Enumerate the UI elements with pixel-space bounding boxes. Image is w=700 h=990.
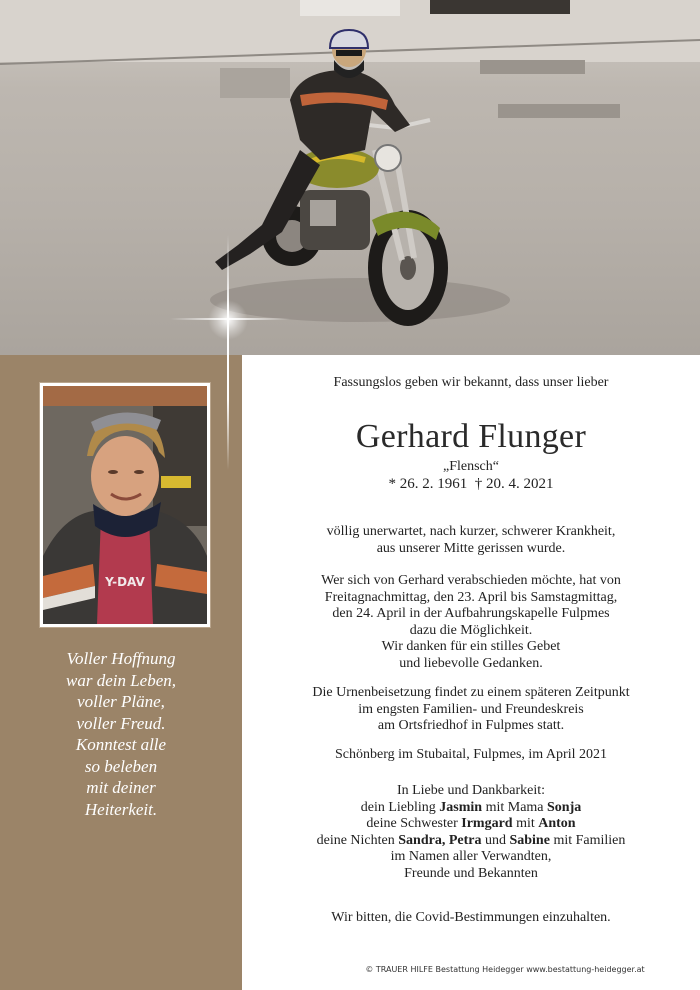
road-patch bbox=[220, 68, 290, 98]
text-line: Freitagnachmittag, den 23. April bis Samstagmittag, bbox=[324, 589, 618, 605]
manhole-cover bbox=[498, 104, 620, 118]
text-fragment: mit bbox=[512, 816, 539, 831]
birth-date: * 26. 2. 1961 bbox=[388, 476, 468, 492]
text-line: Die Urnenbeisetzung findet zu einem späteren Zeitpunkt bbox=[312, 685, 630, 700]
cross-glow bbox=[208, 300, 248, 340]
mourner-name: Sandra, Petra bbox=[398, 832, 482, 848]
manhole-cover bbox=[480, 60, 585, 74]
text-line: aus unserer Mitte gerissen wurde. bbox=[376, 540, 566, 556]
mourner-name: Anton bbox=[538, 816, 576, 831]
text-fragment: mit Mama bbox=[482, 799, 548, 815]
text-fragment: und bbox=[481, 832, 510, 848]
text-line: dazu die Möglichkeit. bbox=[409, 622, 533, 638]
footer-credit: © TRAUER HILFE Bestattung Heidegger www.bestattung-heidegger.at bbox=[365, 965, 645, 974]
yellow-object bbox=[161, 476, 191, 488]
mourner-line bbox=[242, 800, 700, 817]
text-line: Schönberg im Stubaital, Fulpmes, im April 2021 bbox=[335, 747, 607, 762]
intro-text: Fassungslos geben wir bekannt, dass unser lieber bbox=[333, 375, 609, 390]
helmet bbox=[330, 30, 368, 48]
text-fragment: deine Nichten bbox=[316, 832, 399, 848]
paragraph-1 bbox=[242, 524, 700, 557]
poem-line: war dein Leben, bbox=[65, 670, 177, 690]
awning bbox=[43, 386, 207, 406]
mourner-name: Sabine bbox=[509, 832, 550, 848]
text-line: Wir bitten, die Covid-Bestimmungen einzuhalten. bbox=[331, 910, 611, 925]
nickname: „Flensch“ bbox=[443, 459, 499, 474]
portrait-photo bbox=[40, 383, 210, 627]
mourners bbox=[242, 783, 700, 882]
mourner-line bbox=[242, 833, 700, 850]
mourners-heading: In Liebe und Dankbarkeit: bbox=[396, 783, 546, 798]
text-line: im engsten Familien- und Freundeskreis bbox=[358, 701, 584, 717]
face bbox=[91, 436, 159, 516]
poem-line: so beleben bbox=[84, 756, 158, 776]
engine-chrome bbox=[310, 200, 336, 226]
deceased-name: Gerhard Flunger bbox=[355, 418, 587, 455]
text-line: den 24. April in der Aufbahrungskapelle Fulpmes bbox=[332, 606, 610, 621]
text-fragment: deine Schwester bbox=[366, 816, 462, 831]
poem bbox=[0, 648, 242, 820]
poem-line: voller Freud. bbox=[76, 713, 166, 733]
text-line: völlig unerwartet, nach kurzer, schwerer Krankheit, bbox=[326, 524, 616, 539]
eye bbox=[134, 470, 144, 474]
paragraph-3 bbox=[242, 685, 700, 735]
sunglasses bbox=[336, 50, 362, 56]
text-line: am Ortsfriedhof in Fulpmes statt. bbox=[377, 718, 565, 733]
life-dates bbox=[242, 476, 700, 493]
eye bbox=[108, 470, 118, 474]
poem-line: mit deiner bbox=[86, 778, 156, 797]
place-date bbox=[242, 747, 700, 764]
cross-vertical-beam bbox=[227, 235, 229, 470]
mourner-name: Irmgard bbox=[461, 816, 513, 831]
mourner-line bbox=[242, 816, 700, 833]
poem-line: Voller Hoffnung bbox=[66, 649, 176, 668]
mourner-line: Freunde und Bekannten bbox=[404, 865, 538, 881]
motorcycle-photo bbox=[0, 0, 700, 355]
text-line: Wer sich von Gerhard verabschieden möchte, hat von bbox=[321, 573, 621, 588]
mourner-name: Jasmin bbox=[439, 799, 483, 815]
headlight bbox=[375, 145, 401, 171]
bike-shadow bbox=[210, 278, 510, 322]
curb-block bbox=[300, 0, 400, 16]
doorway bbox=[153, 406, 207, 526]
covid-notice bbox=[242, 910, 700, 927]
text-line: Wir danken für ein stilles Gebet bbox=[381, 639, 561, 654]
shirt-print: Y-DAV bbox=[105, 575, 145, 589]
death-date: † 20. 4. 2021 bbox=[474, 476, 554, 492]
poem-line: Heiterkeit. bbox=[84, 799, 158, 819]
motorcycle-illustration bbox=[0, 0, 700, 355]
paragraph-2 bbox=[242, 573, 700, 672]
portrait-illustration bbox=[43, 386, 207, 624]
mourner-name: Sonja bbox=[547, 799, 582, 815]
poem-line: Konntest alle bbox=[75, 735, 167, 754]
text-fragment: mit Familien bbox=[549, 832, 626, 848]
mourner-line: im Namen aller Verwandten, bbox=[390, 849, 552, 864]
text-fragment: dein Liebling bbox=[360, 799, 440, 815]
text-line: und liebevolle Gedanken. bbox=[399, 655, 543, 671]
poem-line: voller Pläne, bbox=[77, 692, 165, 711]
obituary-text bbox=[242, 355, 700, 990]
car-bumper bbox=[430, 0, 570, 14]
